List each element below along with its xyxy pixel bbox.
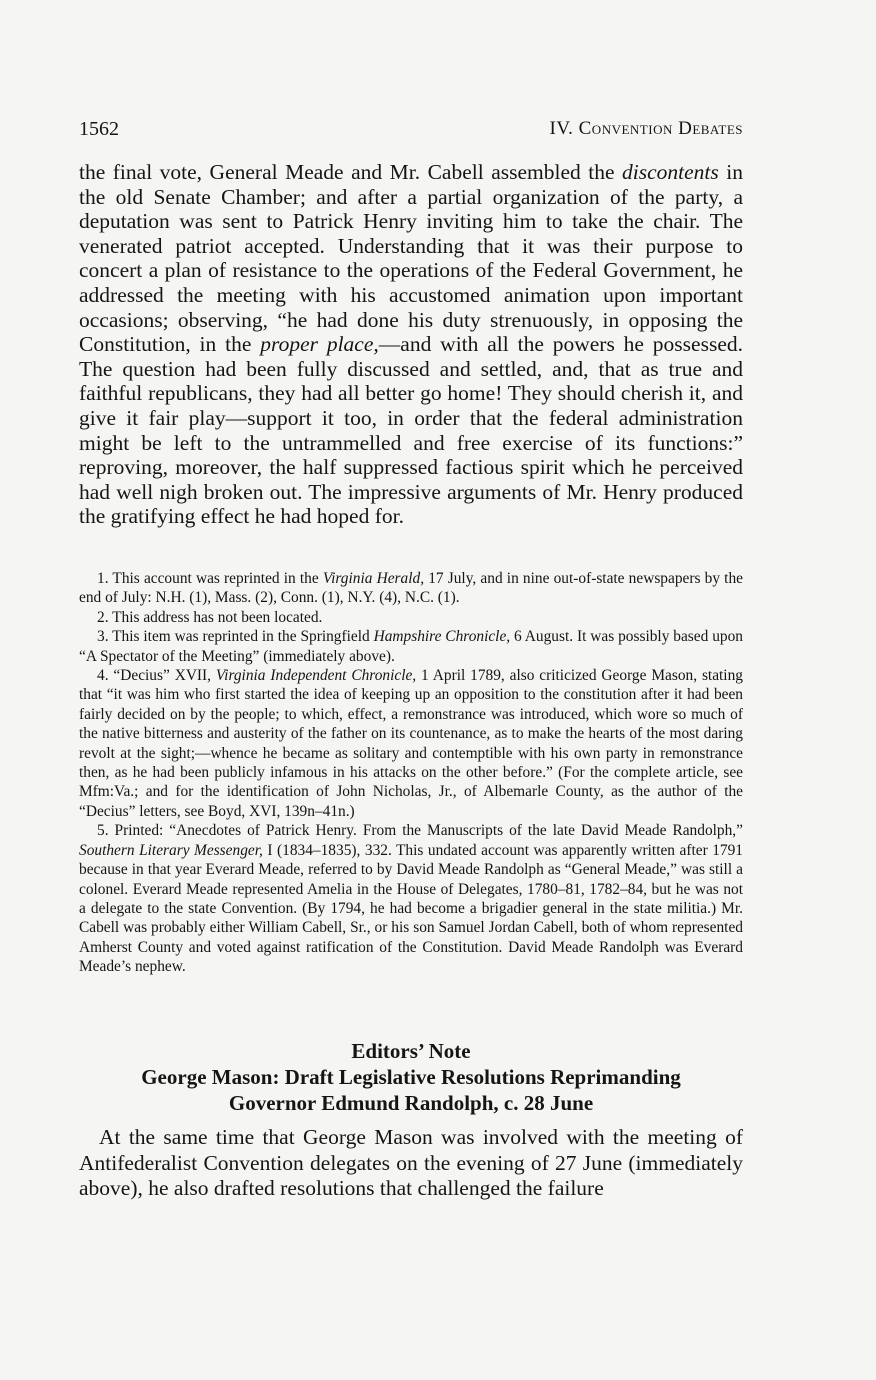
footnote-text: 17 July, and in nine out-of-state newspapers by the end of July: N.H. (1), Mass. (2), Conn. (1), N.Y. (4), N.C. (1). <box>79 570 743 607</box>
footnote-5 <box>79 821 743 976</box>
page-number: 1562 <box>79 118 119 140</box>
footnotes <box>79 569 743 977</box>
footnote-2: 2. This address has not been located. <box>97 608 323 626</box>
footnote-text: 5. Printed: “Anecdotes of Patrick Henry. From the Manuscripts of the late David Meade Randolph,” <box>97 822 743 840</box>
body-paragraph <box>79 160 743 529</box>
body-text-segment: —and with all the powers he possessed. The question had been fully discussed and settled, and, that as true and faithful republicans, they had all better go home! They should cherish it, and give it fair play—support it too, in order that the federal administration might be left to the untrammelled and free exercise of its functions:” reproving, moreover, the half suppressed factious spirit which he perceived had well nigh broken out. The impressive arguments of Mr. Henry produced the gratifying effect he had hoped for. <box>79 332 743 529</box>
editors-note-title-line-2: Governor Edmund Randolph, c. 28 June <box>228 1091 594 1115</box>
editors-note-paragraph: At the same time that George Mason was involved with the meeting of Antifederalist Convention delegates on the evening of 27 June (immediately above), he also drafted resolutions that challenged the failure <box>79 1125 743 1200</box>
footnote-italic: Southern Literary Messenger, <box>79 841 263 859</box>
page-header <box>79 118 743 142</box>
editors-note-title-line-1: George Mason: Draft Legislative Resolutions Reprimanding <box>141 1065 681 1089</box>
italic-discontents: discontents <box>622 160 719 184</box>
footnote-text: 3. This item was reprinted in the Springfield <box>97 628 374 646</box>
footnote-italic: Virginia Independent Chronicle, <box>215 667 417 685</box>
italic-proper-place: proper place, <box>260 332 379 357</box>
body-text-segment: in the old Senate Chamber; and after a partial organization of the party, a deputation was sent to Patrick Henry inviting him to take the chair. The venerated patriot accepted. Understanding that it was their purpose to concert a plan of resistance to the operations of the Federal Government, he addressed the meeting with his accustomed animation upon important occasions; observing, “he had done his duty strenuously, in opposing the Constitution, in the <box>79 160 744 357</box>
footnote-text: 6 August. It was possibly based upon “A Spectator of the Meeting” (immediately above). <box>79 628 743 665</box>
footnote-text: 4. “Decius” XVII, <box>97 667 216 685</box>
footnote-italic: Hampshire Chronicle, <box>373 628 511 646</box>
footnote-3 <box>79 627 743 666</box>
footnote-text: 1 April 1789, also criticized George Mason, stating that “it was him who first started the idea of keeping up an opposition to the constitution after it had been fairly decided on by the people; to which, effect, a remonstrance was introduced, which wore so much of the native bitterness and austerity of the father on its countenance, as to make the hearts of the most daring revolt at the sight;—whence he became as solitary and contemptible with his own party in remonstrance then, as he had been publicly infamous in his attacks on the other before.” (For the complete article, see Mfm:Va.; and for the identification of John Nicholas, Jr., of Albemarle County, as the author of the “Decius” letters, see Boyd, XVI, 139n–41n.) <box>79 667 743 820</box>
footnote-text: I (1834–1835), 332. This undated account was apparently written after 1791 because in that year Everard Meade, referred to by David Meade Randolph as “General Meade,” was still a colonel. Everard Meade represented Amelia in the House of Delegates, 1780–81, 1782–84, but he was not a delegate to the state Convention. (By 1794, he had become a brigadier general in the state militia.) Mr. Cabell was probably either William Cabell, Sr., or his son Samuel Jordan Cabell, both of whom represented Amherst County and voted against ratification of the Constitution. David Meade Randolph was Everard Meade’s nephew. <box>79 841 743 976</box>
body-text-segment: the final vote, General Meade and Mr. Cabell assembled the <box>79 160 623 184</box>
editors-note-label: Editors’ Note <box>351 1039 471 1063</box>
footnote-4 <box>79 666 743 821</box>
footnote-1 <box>79 569 743 608</box>
editors-note-heading <box>79 1038 743 1116</box>
footnote-italic: Virginia Herald, <box>322 570 425 587</box>
running-head: IV. Convention Debates <box>549 118 743 139</box>
footnote-text: 1. This account was reprinted in the <box>97 570 323 587</box>
